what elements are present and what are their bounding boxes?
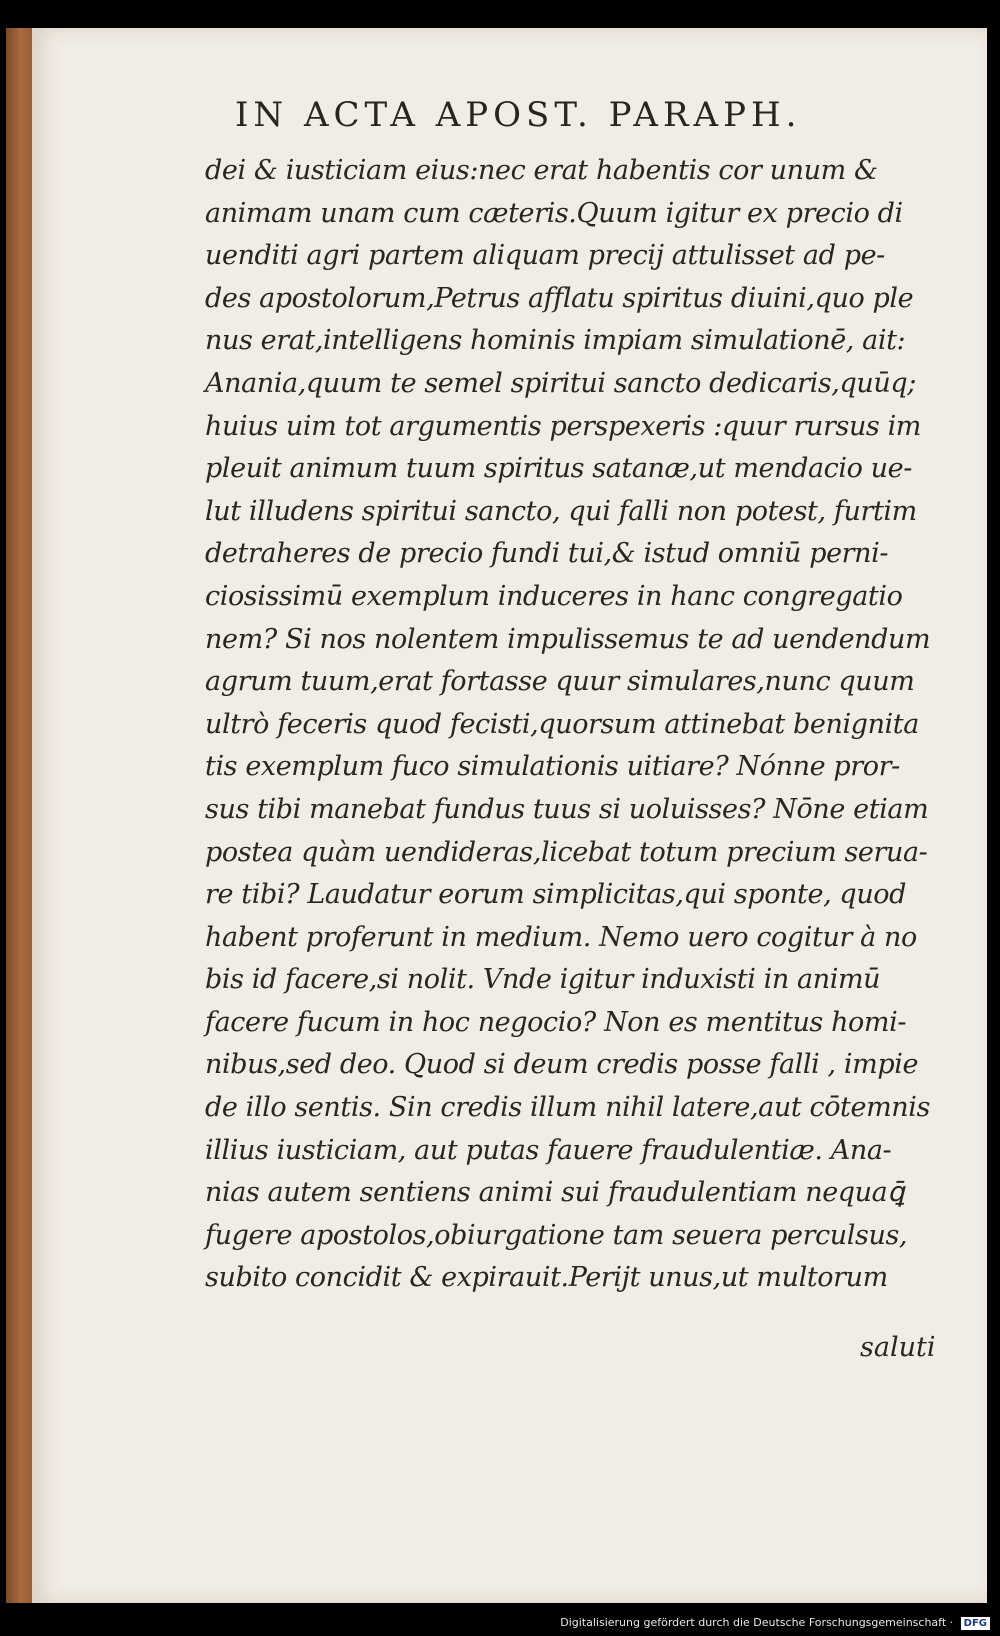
text-line: detraheres de precio fundi tui,& istud omniū perni-	[205, 538, 889, 570]
text-line: ciosissimū exemplum induceres in hanc congregatio	[205, 580, 903, 612]
text-line: Anania,quum te semel spiritui sancto dedicaris,quūq;	[205, 367, 916, 399]
dfg-logo: DFG	[961, 1617, 990, 1630]
text-line: huius uim tot argumentis perspexeris :quur rursus im	[205, 410, 922, 442]
text-line: ultrò feceris quod fecisti,quorsum attinebat benignita	[205, 708, 919, 740]
text-line: animam unam cum cæteris.Quum igitur ex precio di	[205, 197, 903, 229]
text-line: facere fucum in hoc negocio? Non es mentitus homi-	[205, 1006, 907, 1038]
running-title: IN ACTA APOST. PARAPH.	[235, 95, 802, 135]
digitization-footer	[560, 1616, 990, 1630]
text-line: re tibi? Laudatur eorum simplicitas,qui sponte, quod	[205, 879, 907, 911]
text-line: nibus,sed deo. Quod si deum credis posse falli , impie	[205, 1049, 919, 1081]
catchword: saluti	[860, 1332, 936, 1363]
text-line: de illo sentis. Sin credis illum nihil latere,aut cōtemnis	[205, 1092, 930, 1124]
text-line: des apostolorum,Petrus afflatu spiritus diuini,quo ple	[205, 282, 914, 314]
text-line: subito concidit & expirauit.Perijt unus,ut multorum	[205, 1262, 888, 1294]
text-line: illius iusticiam, aut putas fauere fraudulentiæ. Ana-	[205, 1134, 892, 1166]
text-line: fugere apostolos,obiurgatione tam seuera perculsus,	[205, 1219, 908, 1251]
text-line: nias autem sentiens animi sui fraudulentiam nequaꝗ̄	[205, 1177, 905, 1209]
funding-note: Digitalisierung gefördert durch die Deutsche Forschungsgemeinschaft ·	[560, 1616, 954, 1629]
text-line: nem? Si nos nolentem impulissemus te ad uendendum	[205, 623, 931, 655]
text-line: dei & iusticiam eius:nec erat habentis cor unum &	[205, 155, 878, 186]
text-line: uenditi agri partem aliquam precij attulisset ad pe-	[205, 240, 885, 272]
text-line: bis id facere,si nolit. Vnde igitur induxisti in animū	[205, 964, 881, 996]
text-line: nus erat,intelligens hominis impiam simulationē, ait:	[205, 325, 906, 357]
text-line: pleuit animum tuum spiritus satanæ,ut mendacio ue-	[205, 453, 912, 485]
text-line: postea quàm uendideras,licebat totum precium serua-	[205, 836, 928, 868]
body-text	[205, 150, 931, 1300]
text-line: agrum tuum,erat fortasse quur simulares,nunc quum	[205, 666, 915, 698]
text-line: lut illudens spiritui sancto, qui falli non potest, furtim	[205, 495, 917, 527]
text-line: habent proferunt in medium. Nemo uero cogitur à no	[205, 921, 917, 953]
text-line: sus tibi manebat fundus tuus si uoluisses? Nōne etiam	[205, 793, 929, 825]
text-line: tis exemplum fuco simulationis uitiare? Nónne pror-	[205, 751, 900, 783]
